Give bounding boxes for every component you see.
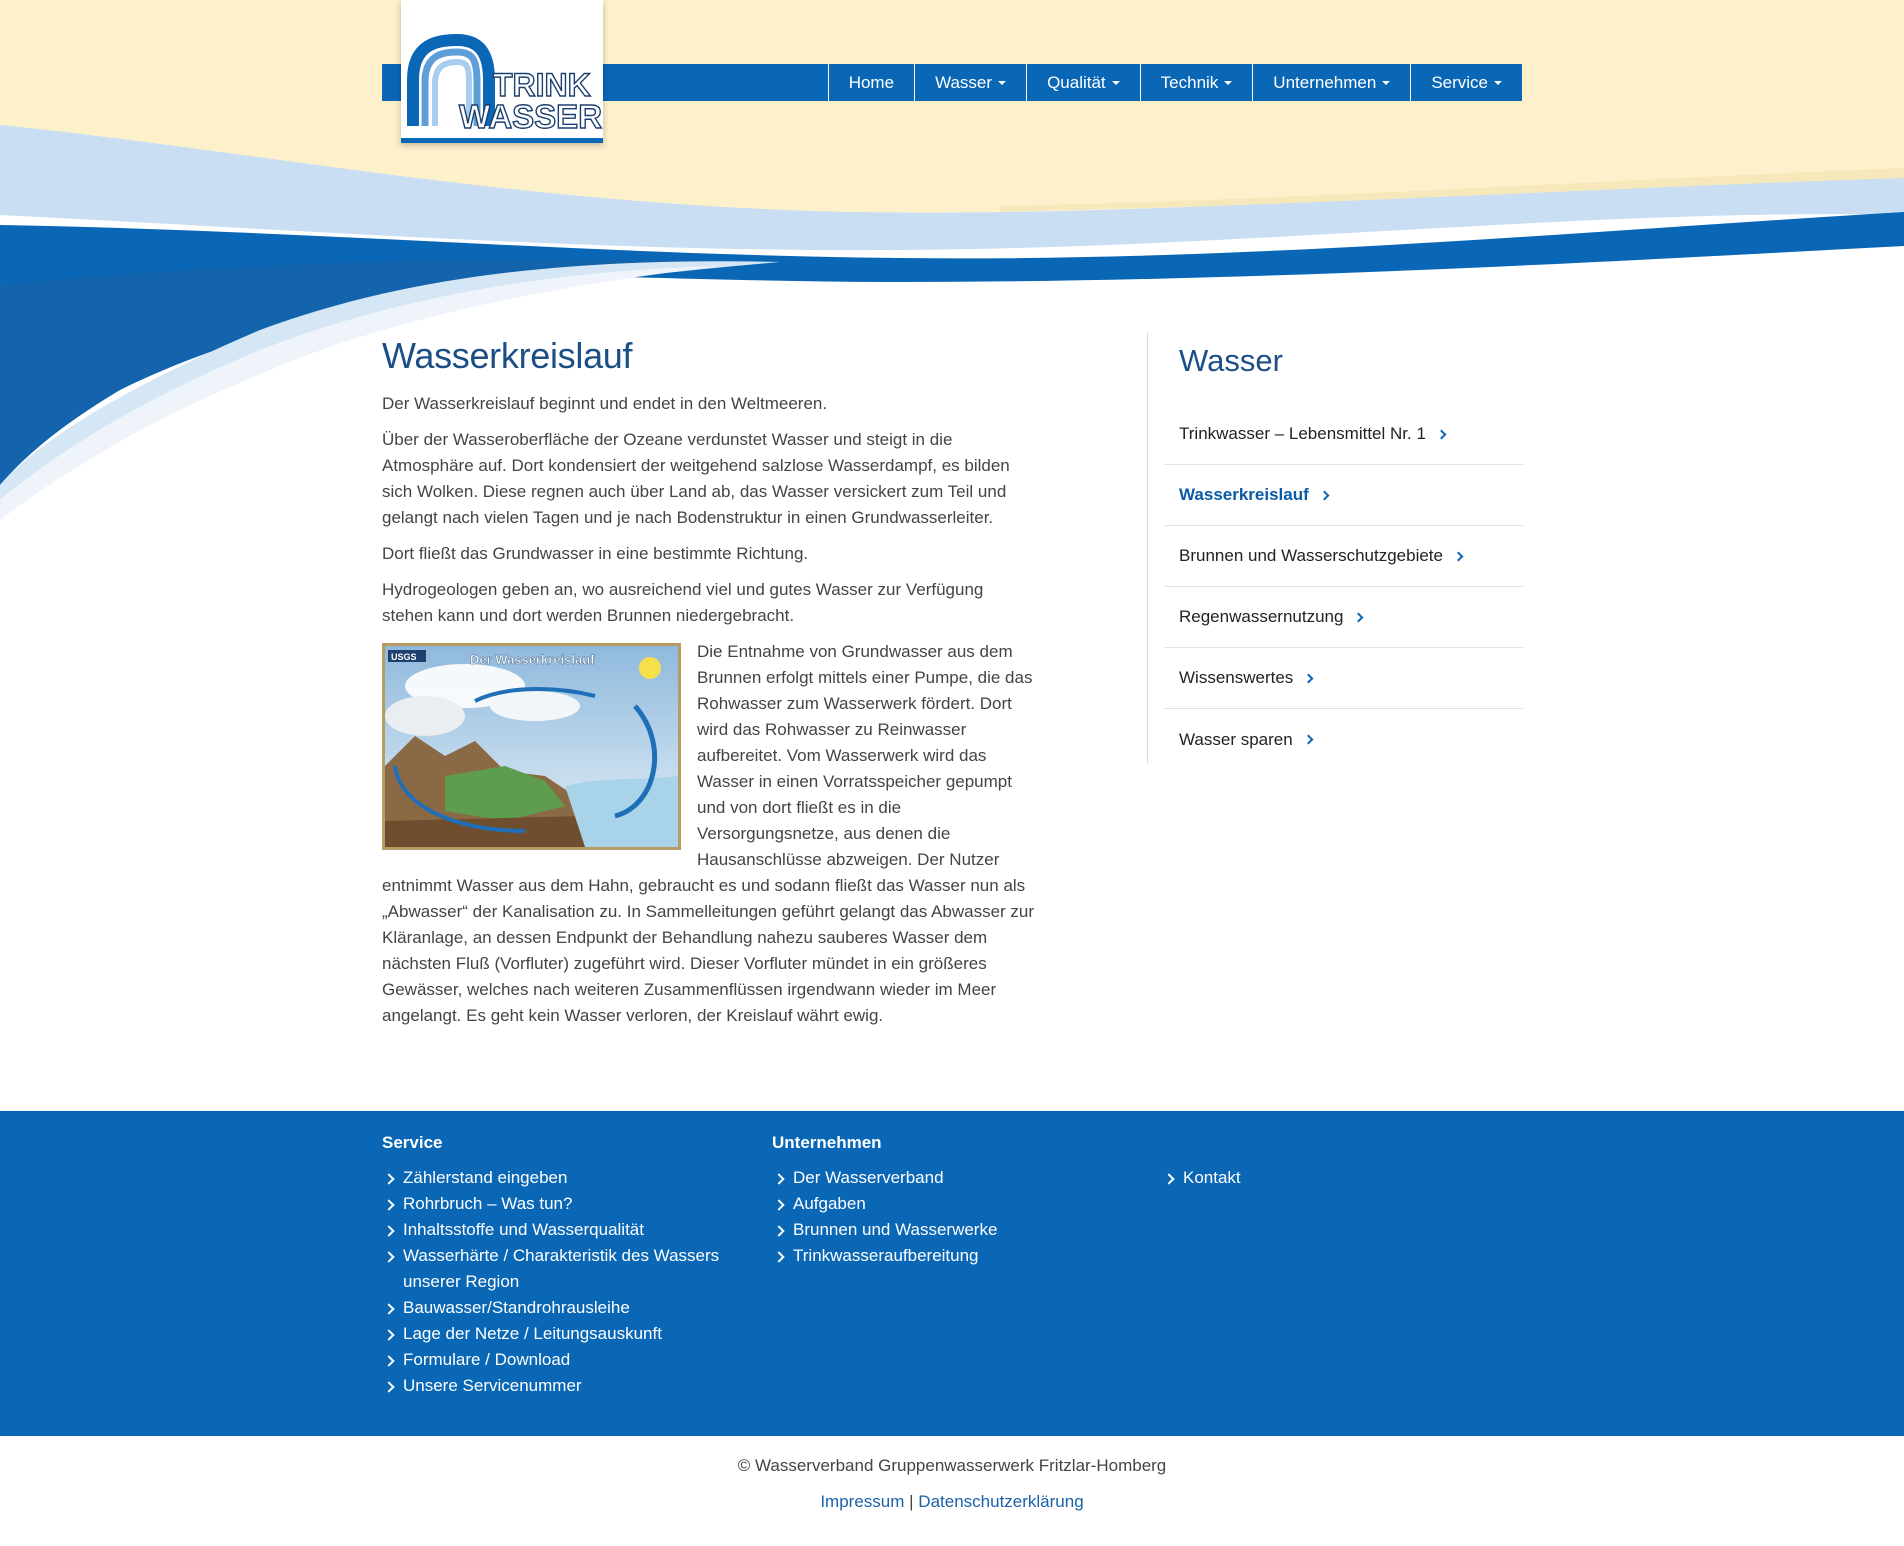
figure-title: Der Wasserkreislauf [470, 652, 595, 667]
footer-link[interactable]: Der Wasserverband [772, 1165, 1142, 1191]
sidebar-title: Wasser [1179, 343, 1283, 378]
caret-down-icon [998, 81, 1006, 85]
legal-links [0, 1492, 1904, 1512]
footer-link[interactable]: Bauwasser/Standrohrausleihe [382, 1295, 752, 1321]
footer-link[interactable]: Formulare / Download [382, 1347, 752, 1373]
sidebar-item-regenwasser[interactable] [1164, 587, 1523, 648]
sidebar-item-wasser-sparen[interactable] [1164, 709, 1523, 770]
sidebar-item-label: Wissenswertes [1179, 668, 1294, 687]
footer [0, 1111, 1904, 1436]
sidebar-item-wasserkreislauf[interactable] [1164, 465, 1523, 526]
nav-item-qualitaet[interactable] [1026, 64, 1140, 101]
water-cycle-diagram[interactable] [382, 643, 681, 850]
copyright-text: © Wasserverband Gruppenwasserwerk Fritzlar-Homberg [737, 1456, 1167, 1475]
sidebar [1147, 333, 1523, 763]
chevron-right-icon [1304, 673, 1314, 683]
paragraph-hydrogeology: Hydrogeologen geben an, wo ausreichend viel und gutes Wasser zur Verfügung stehen kann und dort werden Brunnen niedergebracht. [382, 580, 984, 625]
logo-text-wasser: WASSER [459, 98, 603, 135]
sidebar-item-brunnen[interactable] [1164, 526, 1523, 587]
nav-label: Unternehmen [1273, 72, 1377, 92]
footer-link[interactable]: Rohrbruch – Was tun? [382, 1191, 752, 1217]
nav-item-home[interactable] [828, 64, 914, 101]
chevron-right-icon [1354, 612, 1364, 622]
page-title: Wasserkreislauf [382, 335, 633, 376]
nav-item-service[interactable] [1410, 64, 1522, 101]
paragraph-evaporation: Über der Wasseroberfläche der Ozeane verdunstet Wasser und steigt in die Atmosphäre auf. Dort kondensiert der weitgehend salzlose Wasserdampf, es bilden sich Wolken. Diese regnen auch über Land ab, das Wasser versickert zum Teil und gelangt nach vielen Tagen und je nach Bodenstruktur in einen Grundwasserleiter. [382, 430, 1010, 527]
caret-down-icon [1494, 81, 1502, 85]
nav-label: Qualität [1047, 72, 1106, 92]
footer-link[interactable]: Aufgaben [772, 1191, 1142, 1217]
footer-column-contact [1162, 1165, 1502, 1191]
trinkwasser-logo-icon [401, 0, 603, 138]
main-content [382, 335, 1038, 1039]
footer-heading-service: Service [382, 1133, 443, 1152]
sidebar-item-label: Trinkwasser – Lebensmittel Nr. 1 [1179, 424, 1426, 443]
impressum-link[interactable]: Impressum [820, 1492, 905, 1511]
sidebar-nav [1164, 404, 1523, 770]
footer-column-service [382, 1133, 752, 1399]
sidebar-item-label: Wasserkreislauf [1179, 485, 1309, 504]
footer-column-unternehmen [772, 1133, 1142, 1269]
datenschutz-link[interactable]: Datenschutzerklärung [918, 1492, 1084, 1511]
sidebar-item-label: Brunnen und Wasserschutzgebiete [1179, 546, 1443, 565]
chevron-right-icon [1436, 429, 1446, 439]
footer-link[interactable]: Unsere Servicenummer [382, 1373, 752, 1399]
sidebar-item-label: Wasser sparen [1179, 729, 1293, 749]
footer-link[interactable]: Wasserhärte / Charakteristik des Wassers unserer Region [382, 1243, 752, 1295]
sidebar-item-label: Regenwassernutzung [1179, 607, 1344, 626]
sidebar-item-wissenswertes[interactable] [1164, 648, 1523, 709]
footer-link[interactable]: Zählerstand eingeben [382, 1165, 752, 1191]
caret-down-icon [1112, 81, 1120, 85]
logo-text-trink: TRINK [493, 67, 591, 103]
nav-item-technik[interactable] [1140, 64, 1253, 101]
footer-heading-unternehmen: Unternehmen [772, 1133, 882, 1152]
paragraph-supply-chain: Die Entnahme von Grundwasser aus dem Brunnen erfolgt mittels einer Pumpe, die das Rohwasser zum Wasserwerk fördert. Dort wird das Rohwasser zu Reinwasser aufbereitet. Vom Wasserwerk wird das Wasser in einen Vorratsspeicher gepumpt und von dort fließt es in die Versorgungsnetze, aus denen die Hausanschlüsse abzweigen. Der Nutzer entnimmt Wasser aus dem Hahn, gebraucht es und sodann fließt das Wasser nun als „Abwasser“ der Kanalisation zu. In Sammelleitungen geführt gelangt das Abwasser zur Kläranlage, an dessen Endpunkt der Behandlung nahezu sauberes Wasser dem nächsten Fluß (Vorfluter) zugeführt wird. Dieser Vorfluter mündet in ein größeres Gewässer, welches nach weiteren Zusammenflüssen irgendwann wieder im Meer angelangt. Es geht kein Wasser verloren, der Kreislauf währt ewig. [382, 642, 1035, 1025]
chevron-right-icon [1319, 490, 1329, 500]
chevron-right-icon [1303, 735, 1313, 745]
nav-label: Home [848, 72, 895, 92]
sidebar-item-trinkwasser[interactable] [1164, 404, 1523, 465]
caret-down-icon [1224, 81, 1232, 85]
bottom-bar [0, 1436, 1904, 1546]
footer-link[interactable]: Brunnen und Wasserwerke [772, 1217, 1142, 1243]
footer-link[interactable]: Inhaltsstoffe und Wasserqualität [382, 1217, 752, 1243]
footer-link[interactable]: Lage der Netze / Leitungsauskunft [382, 1321, 752, 1347]
intro-paragraph: Der Wasserkreislauf beginnt und endet in den Weltmeeren. [382, 394, 828, 413]
figure-source: USGS [391, 652, 417, 662]
footer-link[interactable]: Trinkwasseraufbereitung [772, 1243, 1142, 1269]
nav-menu [828, 64, 1522, 101]
nav-label: Technik [1160, 72, 1219, 92]
nav-item-wasser[interactable] [914, 64, 1026, 101]
caret-down-icon [1382, 81, 1390, 85]
nav-item-unternehmen[interactable] [1252, 64, 1410, 101]
paragraph-groundwater: Dort fließt das Grundwasser in eine bestimmte Richtung. [382, 544, 809, 563]
site-logo[interactable] [401, 0, 603, 143]
nav-label: Service [1431, 72, 1488, 92]
footer-link-kontakt[interactable]: Kontakt [1162, 1165, 1502, 1191]
chevron-right-icon [1454, 551, 1464, 561]
legal-separator: | [909, 1492, 914, 1511]
nav-label: Wasser [935, 72, 993, 92]
